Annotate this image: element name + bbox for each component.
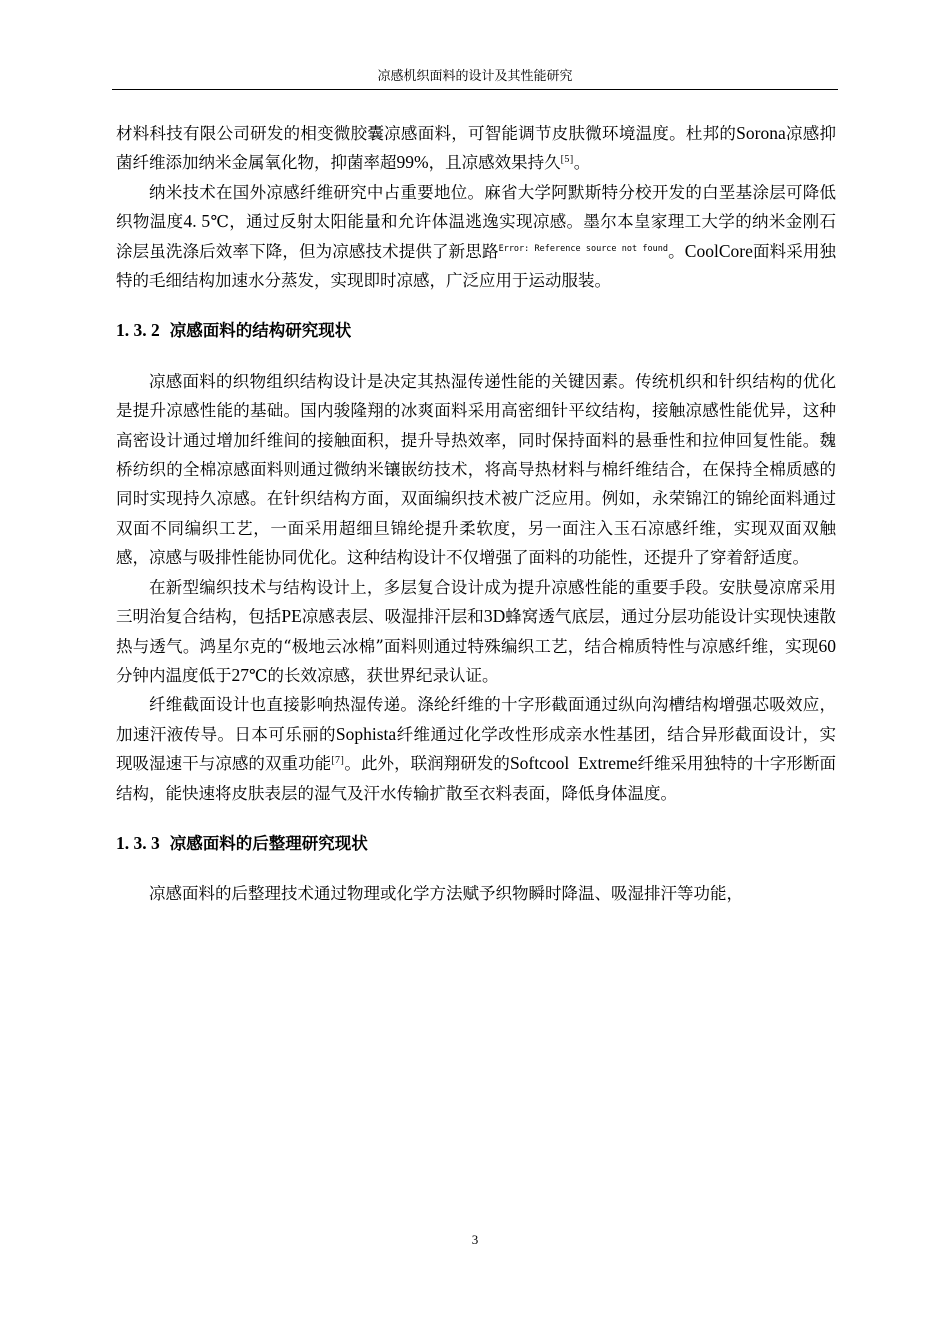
citation-5[interactable]: [5] [560, 154, 574, 166]
section-heading-1-3-2 [116, 316, 836, 345]
section-title: 凉感面料的结构研究现状 [169, 321, 352, 341]
reference-error[interactable]: Error: Reference source not found [498, 243, 668, 254]
paragraph-phase-change-fabrics: 材料科技有限公司研发的相变微胶囊凉感面料，可智能调节皮肤微环境温度。杜邦的Sorona凉感抑菌纤维添加纳米金属氧化物，抑菌率超99%，且凉感效果持久[5]。 [116, 123, 837, 173]
paragraph-finishing: 凉感面料的后整理技术通过物理或化学方法赋予织物瞬时降温、吸湿排汗等功能， [149, 884, 743, 904]
document-body [116, 119, 836, 909]
citation-7[interactable]: [7] [331, 755, 345, 767]
paragraph-multilayer-composite: 在新型编织技术与结构设计上，多层复合设计成为提升凉感性能的重要手段。安肤曼凉席采用三明治复合结构，包括PE凉感表层、吸湿排汗层和3D蜂窝透气底层，通过分层功能设计实现快速散热与透气。鸿星尔克的“极地云冰棉”面料则通过特殊编织工艺，结合棉质特性与凉感纤维，实现60分钟内温度低于27℃的长效凉感，获世界纪录认证。 [116, 577, 837, 685]
paragraph-weave-structure: 凉感面料的织物组织结构设计是决定其热湿传递性能的关键因素。传统机织和针织结构的优化是提升凉感性能的基础。国内骏隆翔的冰爽面料采用高密细针平纹结构，接触凉感性能优异，这种高密设计通过增加纤维间的接触面积，提升导热效率，同时保持面料的悬垂性和拉伸回复性能。魏桥纺织的全棉凉感面料则通过微纳米镶嵌纺技术，将高导热材料与棉纤维结合，在保持全棉质感的同时实现持久凉感。在针织结构方面，双面编织技术被广泛应用。例如，永荣锦江的锦纶面料通过双面不同编织工艺，一面采用超细旦锦纶提升柔软度，另一面注入玉石凉感纤维，实现双面双触感，凉感与吸排性能协同优化。这种结构设计不仅增强了面料的功能性，还提升了穿着舒适度。 [116, 371, 836, 568]
page-number: 3 [471, 1232, 479, 1247]
section-number: 1. 3. 3 [116, 832, 160, 853]
paragraph-nanotechnology: 纳米技术在国外凉感纤维研究中占重要地位。麻省大学阿默斯特分校开发的白垩基涂层可降低织物温度4. 5℃，通过反射太阳能量和允许体温逃逸实现凉感。墨尔本皇家理工大学的纳米金刚石涂层虽洗涤后效率下降，但为凉感技术提供了新思路$^{Error: Reference source not found}$。CoolCore面料采用独特的毛细结构加速水分蒸发，实现即时凉感，广泛应用于运动服装。 [116, 182, 837, 291]
section-number: 1. 3. 2 [116, 320, 160, 341]
section-heading-1-3-3 [116, 829, 836, 858]
paragraph-fiber-cross-section: 纤维截面设计也直接影响热湿传递。涤纶纤维的十字形截面通过纵向沟槽结构增强芯吸效应，加速汗液传导。日本可乐丽的Sophista纤维通过化学改性形成亲水性基团，结合异形截面设计，实现吸湿速干与凉感的双重功能[7]。此外，联润翔研发的Softcool Extreme纤维采用独特的十字形断面结构，能快速将皮肤表层的湿气及汗水传输扩散至衣料表面，降低身体温度。 [116, 695, 837, 803]
header-rule [112, 89, 838, 90]
section-title: 凉感面料的后整理研究现状 [169, 833, 368, 853]
running-header: 凉感机织面料的设计及其性能研究 [377, 69, 573, 84]
